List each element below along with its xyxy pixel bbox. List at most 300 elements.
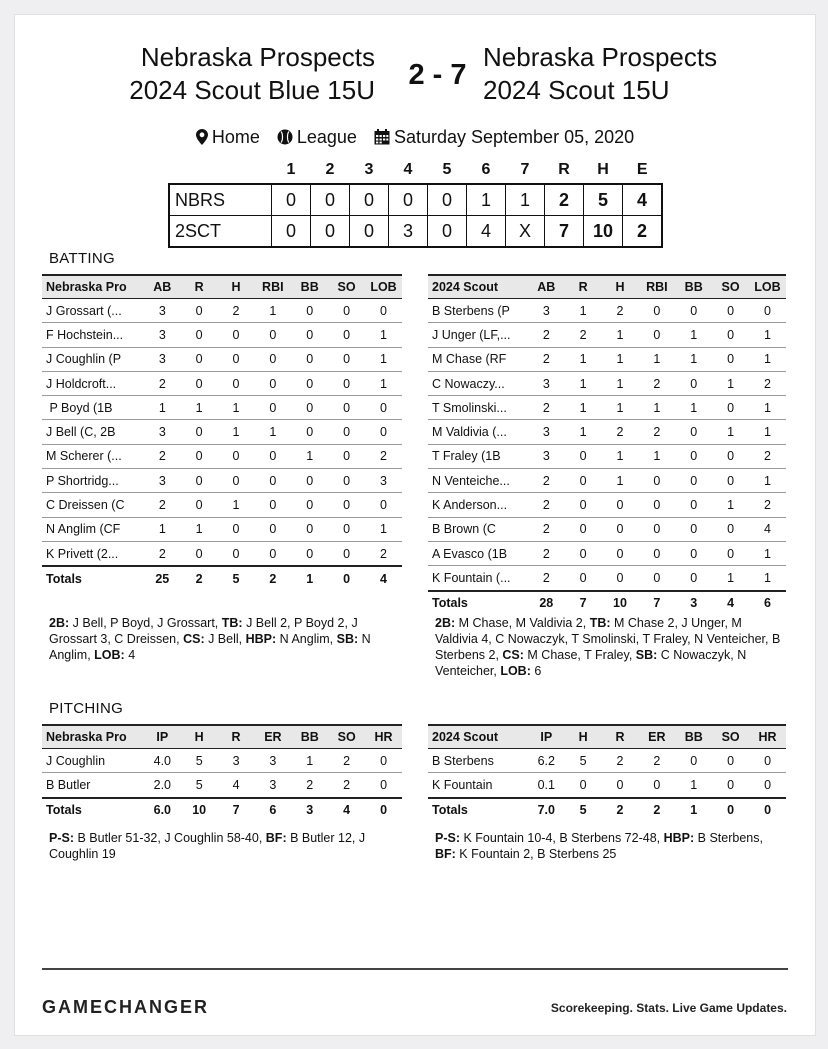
player-row [428,323,786,347]
stat-cell: 1 [675,396,712,420]
stat-cell: 0 [181,469,218,493]
totals-label: Totals [428,591,528,615]
date-text: Saturday September 05, 2020 [393,127,635,147]
stat-cell: 3 [528,420,565,444]
player-row [42,299,402,323]
stat-cell: 0 [254,517,291,541]
stat-cell: 1 [749,396,786,420]
home-team-name [483,41,803,107]
stat-cell: 0 [181,541,218,566]
batting-notes-away [49,615,399,663]
stat-cell: 0 [602,493,639,517]
stat-cell: 3 [144,323,181,347]
totals-cell: 0 [712,798,749,822]
note-value: 4 [124,648,136,662]
stat-cell: 3 [144,299,181,323]
totals-row [428,591,786,615]
note-value: N Anglim, [49,632,371,662]
note-key: LOB: [94,648,125,662]
linescore-hits: 10 [584,216,623,248]
stat-cell: 0 [712,749,749,773]
location-item [196,127,265,147]
totals-row [42,566,402,590]
note-key: P-S: [435,831,460,845]
stat-cell: 1 [291,444,328,468]
stat-cell: 1 [254,299,291,323]
stat-cell: 2 [144,541,181,566]
footer-tagline: Scorekeeping. Stats. Live Game Updates. [550,1001,787,1015]
inning-header: 5 [442,161,452,178]
stat-cell: 2 [328,773,365,798]
inning-score: 4 [467,216,506,248]
totals-cell: 28 [528,591,565,615]
stat-cell: 0 [291,371,328,395]
stat-cell: 3 [528,444,565,468]
stat-cell: 0 [712,444,749,468]
stat-cell: 0 [638,469,675,493]
stat-column-header: SO [712,725,749,749]
stat-cell: 0.1 [528,773,565,798]
runs-header: R [558,161,570,178]
player-row [428,444,786,468]
player-row [428,299,786,323]
batting-table-home [428,274,786,615]
stat-cell: 0 [328,469,365,493]
stat-cell: 0 [712,323,749,347]
stat-cell: 0 [218,517,255,541]
stat-cell: 2 [638,371,675,395]
stat-cell: 0 [181,299,218,323]
stat-cell: 0 [565,469,602,493]
stat-column-header: H [218,275,255,299]
linescore-team: 2SCT [169,216,272,248]
stat-cell: 1 [675,323,712,347]
stat-cell: 0 [254,396,291,420]
player-name: K Privett (2... [42,541,144,566]
player-name: B Butler [42,773,144,798]
note-key: TB: [221,616,243,630]
player-name: J Unger (LF,... [428,323,528,347]
stat-cell: 0 [291,517,328,541]
stat-cell: 1 [365,347,402,371]
note-value: B Butler 51-32, J Coughlin 58-40, [74,831,266,845]
away-team-name [95,41,375,107]
stat-cell: 1 [365,371,402,395]
stat-cell: 0 [181,371,218,395]
totals-cell: 7 [638,591,675,615]
stat-cell: 2 [365,444,402,468]
inning-header: 4 [403,161,413,178]
player-row [42,371,402,395]
linescore-hits: 5 [584,184,623,216]
stat-column-header: H [602,275,639,299]
stat-cell: 1 [565,347,602,371]
stat-cell: 0 [749,773,786,798]
stat-cell: 1 [365,323,402,347]
player-row [428,773,786,798]
linescore-header-row [169,157,662,184]
stat-cell: 1 [749,469,786,493]
stat-cell: 1 [565,396,602,420]
stat-column-header: R [218,725,255,749]
stat-cell: 2 [528,517,565,541]
stat-cell: 0 [328,517,365,541]
note-value: N Anglim, [276,632,337,646]
stat-cell: 0 [565,517,602,541]
stat-cell: 0 [291,347,328,371]
stat-cell: 0 [675,444,712,468]
totals-cell: 10 [602,591,639,615]
note-value: J Bell, P Boyd, J Grossart, [69,616,222,630]
player-name: K Fountain (... [428,566,528,591]
totals-cell: 7 [218,798,255,822]
stat-cell: 0 [675,749,712,773]
stat-column-header: SO [328,725,365,749]
stat-cell: 1 [181,396,218,420]
stat-cell: 0 [565,541,602,565]
inning-score: 0 [311,216,350,248]
stat-cell: 0 [254,469,291,493]
stat-cell: 1 [712,493,749,517]
stat-cell: 0 [638,541,675,565]
note-key: 2B: [49,616,70,630]
stat-cell: 0 [638,299,675,323]
player-row [42,396,402,420]
stat-cell: 2 [528,323,565,347]
stat-cell: 0 [218,323,255,347]
stat-cell: 0 [328,493,365,517]
inning-score: 0 [311,184,350,216]
stat-cell: 1 [602,347,639,371]
stat-cell: 1 [602,469,639,493]
stat-cell: 1 [565,371,602,395]
stat-cell: 3 [365,469,402,493]
stat-cell: 0 [712,396,749,420]
player-row [42,323,402,347]
stat-cell: 0 [291,469,328,493]
stat-cell: 1 [291,749,328,773]
stat-cell: 0 [712,517,749,541]
stat-cell: 2 [749,444,786,468]
totals-cell: 4 [365,566,402,590]
inning-score: X [506,216,545,248]
stat-cell: 2 [328,749,365,773]
stat-cell: 0 [565,444,602,468]
stat-cell: 0 [638,323,675,347]
stat-cell: 0 [254,541,291,566]
totals-cell: 5 [218,566,255,590]
inning-score: 0 [389,184,428,216]
stat-cell: 5 [565,749,602,773]
stat-cell: 0 [328,420,365,444]
stat-cell: 0 [638,566,675,591]
stat-cell: 1 [365,517,402,541]
hits-header: H [597,161,609,178]
player-row [42,469,402,493]
stat-cell: 0 [181,323,218,347]
stat-cell: 3 [528,299,565,323]
stat-cell: 2 [602,749,639,773]
stat-cell: 1 [144,517,181,541]
stat-cell: 0 [291,323,328,347]
totals-cell: 3 [675,591,712,615]
pitching-notes-away [49,830,404,862]
stat-cell: 2 [638,420,675,444]
stat-cell: 4 [218,773,255,798]
player-name: B Sterbens [428,749,528,773]
note-value: M Chase, M Valdivia 2, [455,616,590,630]
team-column-header: Nebraska Pro [42,275,144,299]
stat-cell: 0 [602,541,639,565]
stat-column-header: LOB [749,275,786,299]
note-key: SB: [635,648,658,662]
player-row [42,347,402,371]
player-name: J Grossart (... [42,299,144,323]
stat-cell: 3 [528,371,565,395]
totals-cell: 0 [328,566,365,590]
stat-column-header: HR [365,725,402,749]
stat-column-header: H [181,725,218,749]
linescore-row [169,184,662,216]
totals-cell: 2 [602,798,639,822]
inning-score: 1 [467,184,506,216]
stat-column-header: R [181,275,218,299]
player-row [42,773,402,798]
stat-cell: 0 [218,541,255,566]
location-text: Home [211,127,260,147]
stat-cell: 0 [365,396,402,420]
stat-cell: 5 [181,773,218,798]
pitching-notes-home [435,830,775,862]
totals-cell: 2 [638,798,675,822]
stat-column-header: RBI [254,275,291,299]
note-key: TB: [589,616,611,630]
stat-cell: 0 [565,773,602,798]
stat-cell: 2 [528,396,565,420]
note-value: B Butler 12, J Coughlin 19 [49,831,366,861]
stat-cell: 3 [254,773,291,798]
stat-cell: 0 [675,566,712,591]
pitching-table-home [428,724,786,822]
stat-cell: 0 [565,493,602,517]
stat-cell: 0 [181,347,218,371]
stat-column-header: R [602,725,639,749]
stat-cell: 0 [675,517,712,541]
totals-cell: 1 [675,798,712,822]
player-name: M Scherer (... [42,444,144,468]
stat-cell: 2 [565,323,602,347]
totals-cell: 10 [181,798,218,822]
player-name: K Anderson... [428,493,528,517]
stat-cell: 0 [328,323,365,347]
game-type-item [277,127,362,147]
inning-header: 1 [286,161,296,178]
totals-label: Totals [42,798,144,822]
team-column-header: Nebraska Pro [42,725,144,749]
date-item [374,127,634,147]
stat-cell: 5 [181,749,218,773]
stat-cell: 0 [749,299,786,323]
stat-cell: 1 [565,299,602,323]
stat-cell: 2 [291,773,328,798]
stat-cell: 2 [144,444,181,468]
game-type-text: League [296,127,357,147]
inning-score: 3 [389,216,428,248]
stat-column-header: RBI [638,275,675,299]
inning-score: 0 [350,216,389,248]
note-value: M Chase 2, J Unger, M Valdivia 4, C Nowaczyk, T Smolinski, T Fraley, N Venteicher, B Sterbens 2, [435,616,781,662]
totals-cell: 6 [254,798,291,822]
stat-column-header: ER [254,725,291,749]
stat-cell: 1 [602,444,639,468]
errors-header: E [636,161,648,178]
stat-cell: 1 [712,566,749,591]
stat-cell: 0 [328,541,365,566]
player-row [428,469,786,493]
stat-cell: 0 [712,347,749,371]
stat-cell: 1 [749,323,786,347]
player-name: M Valdivia (... [428,420,528,444]
player-name: B Brown (C [428,517,528,541]
player-row [428,396,786,420]
stat-cell: 0 [218,444,255,468]
stat-cell: 1 [638,396,675,420]
player-row [428,371,786,395]
stat-cell: 2 [749,493,786,517]
away-team-line1: Nebraska Prospects [140,42,375,72]
stat-column-header: BB [675,275,712,299]
baseball-icon [277,129,293,145]
stat-cell: 0 [328,444,365,468]
totals-cell: 2 [254,566,291,590]
stat-cell: 2 [528,493,565,517]
stat-cell: 3 [144,347,181,371]
stat-column-header: AB [528,275,565,299]
player-name: J Bell (C, 2B [42,420,144,444]
player-name: C Dreissen (C [42,493,144,517]
player-name: J Holdcroft... [42,371,144,395]
stat-cell: 1 [675,773,712,798]
box-score-sheet [14,14,816,1036]
stat-cell: 0 [291,541,328,566]
stat-cell: 2 [144,493,181,517]
stat-cell: 0 [749,749,786,773]
stat-cell: 2 [218,299,255,323]
stat-cell: 1 [675,347,712,371]
inning-score: 0 [272,184,311,216]
note-key: BF: [435,847,456,861]
totals-label: Totals [428,798,528,822]
player-row [42,749,402,773]
player-row [42,444,402,468]
stat-cell: 0 [638,493,675,517]
player-name: T Fraley (1B [428,444,528,468]
note-key: HBP: [245,632,277,646]
note-value: K Fountain 2, B Sterbens 25 [455,847,617,861]
home-team-line1: Nebraska Prospects [483,42,718,72]
totals-cell: 6.0 [144,798,181,822]
stat-cell: 4.0 [144,749,181,773]
stat-cell: 2 [365,541,402,566]
game-meta [15,127,815,148]
player-row [42,420,402,444]
stat-cell: 0 [565,566,602,591]
stat-column-header: IP [528,725,565,749]
stat-cell: 1 [254,420,291,444]
stat-cell: 0 [365,749,402,773]
stat-cell: 1 [712,371,749,395]
stat-cell: 3 [218,749,255,773]
player-name: N Venteiche... [428,469,528,493]
stat-cell: 0 [675,420,712,444]
stat-column-header: AB [144,275,181,299]
note-key: BF: [265,831,287,845]
stat-cell: 1 [749,541,786,565]
stat-cell: 1 [602,371,639,395]
stat-cell: 0 [218,469,255,493]
stat-cell: 0 [328,299,365,323]
linescore-runs: 7 [545,216,584,248]
team-column-header: 2024 Scout [428,275,528,299]
player-name: J Coughlin [42,749,144,773]
note-key: HBP: [663,831,695,845]
stat-cell: 1 [218,420,255,444]
stat-cell: 1 [181,517,218,541]
stat-cell: 0 [712,541,749,565]
stat-cell: 3 [254,749,291,773]
stat-cell: 0 [291,493,328,517]
stat-cell: 3 [144,469,181,493]
inning-header: 3 [364,161,374,178]
stat-cell: 0 [181,493,218,517]
player-name: B Sterbens (P [428,299,528,323]
stats-header-row [428,275,786,299]
note-key: 2B: [435,616,456,630]
stat-cell: 0 [328,396,365,420]
stat-cell: 2 [638,749,675,773]
stat-column-header: R [565,275,602,299]
linescore-errors: 4 [623,184,663,216]
stat-cell: 6.2 [528,749,565,773]
stat-cell: 1 [218,493,255,517]
footer-divider [42,968,788,970]
team-column-header: 2024 Scout [428,725,528,749]
linescore-table [168,157,663,248]
totals-cell: 2 [181,566,218,590]
stat-cell: 1 [712,420,749,444]
stat-cell: 0 [365,493,402,517]
stat-cell: 0 [638,517,675,541]
stat-cell: 2.0 [144,773,181,798]
stat-cell: 0 [712,299,749,323]
stat-cell: 0 [328,347,365,371]
totals-cell: 6 [749,591,786,615]
stat-cell: 0 [365,299,402,323]
player-name: A Evasco (1B [428,541,528,565]
totals-cell: 5 [565,798,602,822]
stat-cell: 0 [181,420,218,444]
linescore-corner [169,157,272,184]
stat-cell: 1 [602,323,639,347]
gamechanger-logo: GAMECHANGER [42,997,210,1017]
stat-cell: 0 [712,773,749,798]
note-value: C Nowaczyk, N Venteicher, [435,648,747,678]
player-name: F Hochstein... [42,323,144,347]
inning-score: 0 [272,216,311,248]
stats-header-row [42,275,402,299]
stat-column-header: BB [291,725,328,749]
note-value: J Bell, [204,632,246,646]
